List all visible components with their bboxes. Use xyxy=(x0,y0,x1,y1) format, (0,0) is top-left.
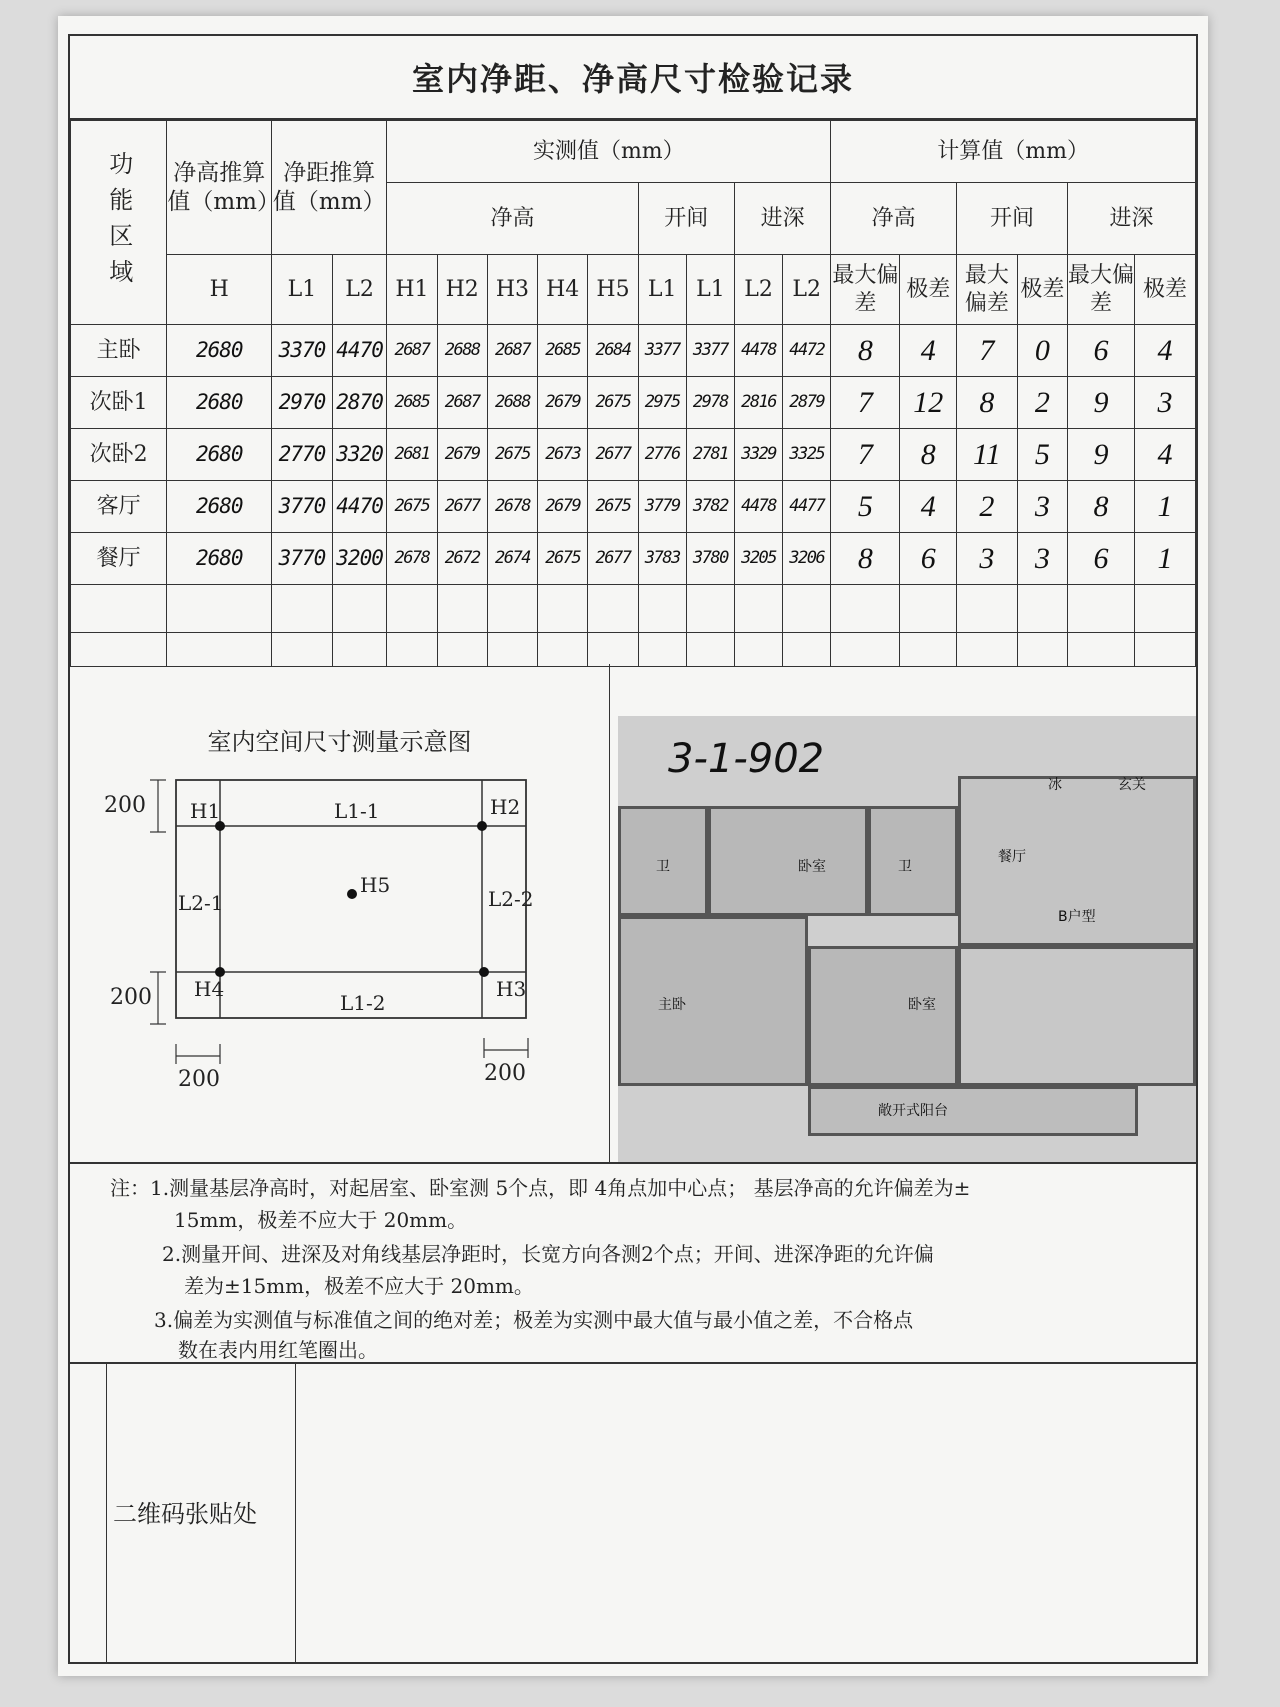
table-row xyxy=(71,325,1196,377)
table-row xyxy=(71,533,1196,585)
qr-label-cell xyxy=(106,1364,296,1664)
calc-depth: 进深 xyxy=(1068,183,1196,255)
col-h-range: 极差 xyxy=(900,255,957,325)
cell-brange: 3 xyxy=(1017,481,1067,533)
cell-b1: 2776 xyxy=(638,429,686,481)
cell-dmax: 8 xyxy=(1068,481,1135,533)
fp-label-wo: 卧室 xyxy=(798,859,826,875)
inspection-sheet xyxy=(58,16,1208,1676)
col-l1: L1 xyxy=(272,255,333,325)
cell-d1: 4478 xyxy=(734,481,782,533)
cell-d1: 2816 xyxy=(734,377,782,429)
cell-hmax: 5 xyxy=(831,481,900,533)
label-h2: H2 xyxy=(490,795,521,819)
cell-h: 2680 xyxy=(167,325,272,377)
cell-hrange: 4 xyxy=(900,325,957,377)
col-d-maxdev: 最大偏差 xyxy=(1068,255,1135,325)
label-l21: L2-1 xyxy=(178,891,224,915)
col-l2: L2 xyxy=(332,255,386,325)
col-h4: H4 xyxy=(538,255,588,325)
label-h4: H4 xyxy=(194,977,225,1001)
cell-h1: 2675 xyxy=(387,481,437,533)
note-2a: 2.测量开间、进深及对角线基层净距时，长宽方向各测2个点；开间、进深净距的允许偏 xyxy=(162,1242,934,1266)
cell-d2: 4472 xyxy=(783,325,831,377)
dim-bottom-left: 200 xyxy=(110,985,152,1010)
qr-section xyxy=(70,1364,1196,1664)
note-1a: 注：1.测量基层净高时，对起居室、卧室测 5个点，即 4角点加中心点； 基层净高的允许偏差为± xyxy=(110,1176,971,1200)
fp-label-woshi: 卧室 xyxy=(908,997,936,1013)
cell-h4: 2675 xyxy=(538,533,588,585)
cell-drange: 1 xyxy=(1135,481,1196,533)
cell-h5: 2677 xyxy=(588,429,638,481)
room-name: 次卧2 xyxy=(71,429,167,481)
cell-bmax: 11 xyxy=(957,429,1018,481)
cell-h2: 2679 xyxy=(437,429,487,481)
cell-brange: 0 xyxy=(1017,325,1067,377)
fp-balcony xyxy=(808,1086,1138,1136)
cell-h1: 2687 xyxy=(387,325,437,377)
cell-dmax: 9 xyxy=(1068,429,1135,481)
col-h5: H5 xyxy=(588,255,638,325)
cell-hrange: 8 xyxy=(900,429,957,481)
cell-l2: 2870 xyxy=(332,377,386,429)
diagram-section xyxy=(70,664,1196,1164)
room-name: 次卧1 xyxy=(71,377,167,429)
col-h1: H1 xyxy=(387,255,437,325)
cell-h4: 2685 xyxy=(538,325,588,377)
cell-h4: 2673 xyxy=(538,429,588,481)
point-h3 xyxy=(479,967,489,977)
measured-header: 实测值（mm） xyxy=(387,121,831,183)
cell-h3: 2678 xyxy=(487,481,537,533)
fp-label-type: B户型 xyxy=(1058,909,1096,925)
notes-section xyxy=(70,1164,1196,1364)
fp-label-xuanguan: 玄关 xyxy=(1118,777,1146,793)
cell-hmax: 8 xyxy=(831,533,900,585)
cell-h: 2680 xyxy=(167,377,272,429)
cell-l2: 4470 xyxy=(332,325,386,377)
cell-h3: 2675 xyxy=(487,429,537,481)
point-h2 xyxy=(477,821,487,831)
fp-label-canting: 餐厅 xyxy=(998,849,1026,865)
col-bay-l1a: L1 xyxy=(638,255,686,325)
cell-bmax: 2 xyxy=(957,481,1018,533)
cell-brange: 2 xyxy=(1017,377,1067,429)
table-row xyxy=(71,377,1196,429)
calc-net-height: 净高 xyxy=(831,183,957,255)
fp-label-wei2: 卫 xyxy=(898,859,912,875)
table-row xyxy=(71,429,1196,481)
cell-b2: 3780 xyxy=(686,533,734,585)
dim-top-left: 200 xyxy=(104,793,146,818)
cell-h5: 2677 xyxy=(588,533,638,585)
note-1b: 15mm，极差不应大于 20mm。 xyxy=(174,1208,468,1232)
cell-h1: 2685 xyxy=(387,377,437,429)
cell-dmax: 6 xyxy=(1068,325,1135,377)
cell-hmax: 7 xyxy=(831,429,900,481)
cell-bmax: 7 xyxy=(957,325,1018,377)
cell-h5: 2684 xyxy=(588,325,638,377)
col-depth-l2a: L2 xyxy=(734,255,782,325)
label-l22: L2-2 xyxy=(488,887,534,911)
cell-drange: 1 xyxy=(1135,533,1196,585)
fp-bath-2 xyxy=(868,806,958,916)
cell-drange: 4 xyxy=(1135,429,1196,481)
cell-b2: 3782 xyxy=(686,481,734,533)
cell-h1: 2678 xyxy=(387,533,437,585)
func-area-header: 功能区域 xyxy=(71,121,167,325)
cell-l1: 2770 xyxy=(272,429,333,481)
calculated-header: 计算值（mm） xyxy=(831,121,1196,183)
measurement-table xyxy=(70,120,1196,667)
cell-brange: 3 xyxy=(1017,533,1067,585)
note-3b: 数在表内用红笔圈出。 xyxy=(178,1338,378,1362)
point-h4 xyxy=(215,967,225,977)
cell-d2: 3206 xyxy=(783,533,831,585)
cell-hrange: 6 xyxy=(900,533,957,585)
col-depth-l2b: L2 xyxy=(783,255,831,325)
cell-b2: 2978 xyxy=(686,377,734,429)
cell-h2: 2672 xyxy=(437,533,487,585)
cell-h5: 2675 xyxy=(588,377,638,429)
cell-d2: 4477 xyxy=(783,481,831,533)
cell-h4: 2679 xyxy=(538,481,588,533)
fp-label-bing: 冰 xyxy=(1048,777,1062,793)
cell-hmax: 7 xyxy=(831,377,900,429)
label-h3: H3 xyxy=(496,977,527,1001)
col-bay-l1b: L1 xyxy=(686,255,734,325)
measured-depth: 进深 xyxy=(734,183,830,255)
diagram-drawing xyxy=(70,724,610,1164)
label-h5: H5 xyxy=(360,873,391,897)
cell-b2: 2781 xyxy=(686,429,734,481)
h-est-header: 净高推算值（mm） xyxy=(167,121,272,255)
cell-bmax: 3 xyxy=(957,533,1018,585)
cell-d1: 3329 xyxy=(734,429,782,481)
cell-b2: 3377 xyxy=(686,325,734,377)
cell-dmax: 6 xyxy=(1068,533,1135,585)
cell-b1: 3783 xyxy=(638,533,686,585)
cell-h2: 2677 xyxy=(437,481,487,533)
cell-l2: 3200 xyxy=(332,533,386,585)
calc-bay: 开间 xyxy=(957,183,1068,255)
col-h2: H2 xyxy=(437,255,487,325)
cell-d2: 3325 xyxy=(783,429,831,481)
label-h1: H1 xyxy=(190,799,221,823)
cell-h2: 2688 xyxy=(437,325,487,377)
empty-row xyxy=(71,633,1196,667)
cell-l2: 4470 xyxy=(332,481,386,533)
cell-h2: 2687 xyxy=(437,377,487,429)
cell-brange: 5 xyxy=(1017,429,1067,481)
label-l11: L1-1 xyxy=(334,799,380,823)
cell-l1: 3370 xyxy=(272,325,333,377)
fp-label-yangtai: 敞开式阳台 xyxy=(878,1103,948,1119)
col-b-range: 极差 xyxy=(1017,255,1067,325)
cell-l1: 2970 xyxy=(272,377,333,429)
note-2b: 差为±15mm，极差不应大于 20mm。 xyxy=(184,1274,534,1298)
cell-l1: 3770 xyxy=(272,533,333,585)
cell-d1: 4478 xyxy=(734,325,782,377)
point-h5 xyxy=(347,889,357,899)
note-3a: 3.偏差为实测值与标准值之间的绝对差；极差为实测中最大值与最小值之差，不合格点 xyxy=(154,1308,914,1332)
cell-drange: 3 xyxy=(1135,377,1196,429)
fp-bedroom-2 xyxy=(808,946,958,1086)
cell-h4: 2679 xyxy=(538,377,588,429)
cell-h1: 2681 xyxy=(387,429,437,481)
room-name: 餐厅 xyxy=(71,533,167,585)
fp-bedroom-1 xyxy=(708,806,868,916)
diagram-title: 室内空间尺寸测量示意图 xyxy=(207,728,472,756)
cell-drange: 4 xyxy=(1135,325,1196,377)
label-l12: L1-2 xyxy=(340,991,386,1015)
form-frame xyxy=(68,34,1198,1664)
cell-l2: 3320 xyxy=(332,429,386,481)
unit-number: 3-1-902 xyxy=(668,736,825,782)
cell-hrange: 4 xyxy=(900,481,957,533)
cell-d2: 2879 xyxy=(783,377,831,429)
cell-hmax: 8 xyxy=(831,325,900,377)
cell-hrange: 12 xyxy=(900,377,957,429)
floorplan-photo xyxy=(618,716,1196,1162)
cell-h3: 2674 xyxy=(487,533,537,585)
cell-h: 2680 xyxy=(167,481,272,533)
cell-h: 2680 xyxy=(167,533,272,585)
col-b-maxdev: 最大偏差 xyxy=(957,255,1018,325)
cell-h3: 2688 xyxy=(487,377,537,429)
cell-b1: 3779 xyxy=(638,481,686,533)
form-title: 室内净距、净高尺寸检验记录 xyxy=(70,36,1196,120)
cell-dmax: 9 xyxy=(1068,377,1135,429)
l-est-header: 净距推算值（mm） xyxy=(272,121,387,255)
cell-b1: 2975 xyxy=(638,377,686,429)
cell-h5: 2675 xyxy=(588,481,638,533)
col-h: H xyxy=(167,255,272,325)
cell-bmax: 8 xyxy=(957,377,1018,429)
col-h-maxdev: 最大偏差 xyxy=(831,255,900,325)
cell-b1: 3377 xyxy=(638,325,686,377)
measured-net-height: 净高 xyxy=(387,183,638,255)
col-h3: H3 xyxy=(487,255,537,325)
dim-bottom: 200 xyxy=(178,1067,220,1092)
qr-label: 二维码张贴处 xyxy=(113,1500,257,1528)
table-row xyxy=(71,481,1196,533)
empty-row xyxy=(71,585,1196,633)
cell-d1: 3205 xyxy=(734,533,782,585)
fp-label-wei: 卫 xyxy=(656,859,670,875)
dim-bottom-right: 200 xyxy=(484,1061,526,1086)
col-d-range: 极差 xyxy=(1135,255,1196,325)
cell-h3: 2687 xyxy=(487,325,537,377)
room-name: 客厅 xyxy=(71,481,167,533)
fp-living xyxy=(958,946,1196,1086)
cell-l1: 3770 xyxy=(272,481,333,533)
fp-label-zhuwo: 主卧 xyxy=(658,997,686,1013)
measurement-diagram xyxy=(70,664,610,1162)
measured-bay: 开间 xyxy=(638,183,734,255)
fp-master-bedroom xyxy=(618,916,808,1086)
cell-h: 2680 xyxy=(167,429,272,481)
room-name: 主卧 xyxy=(71,325,167,377)
